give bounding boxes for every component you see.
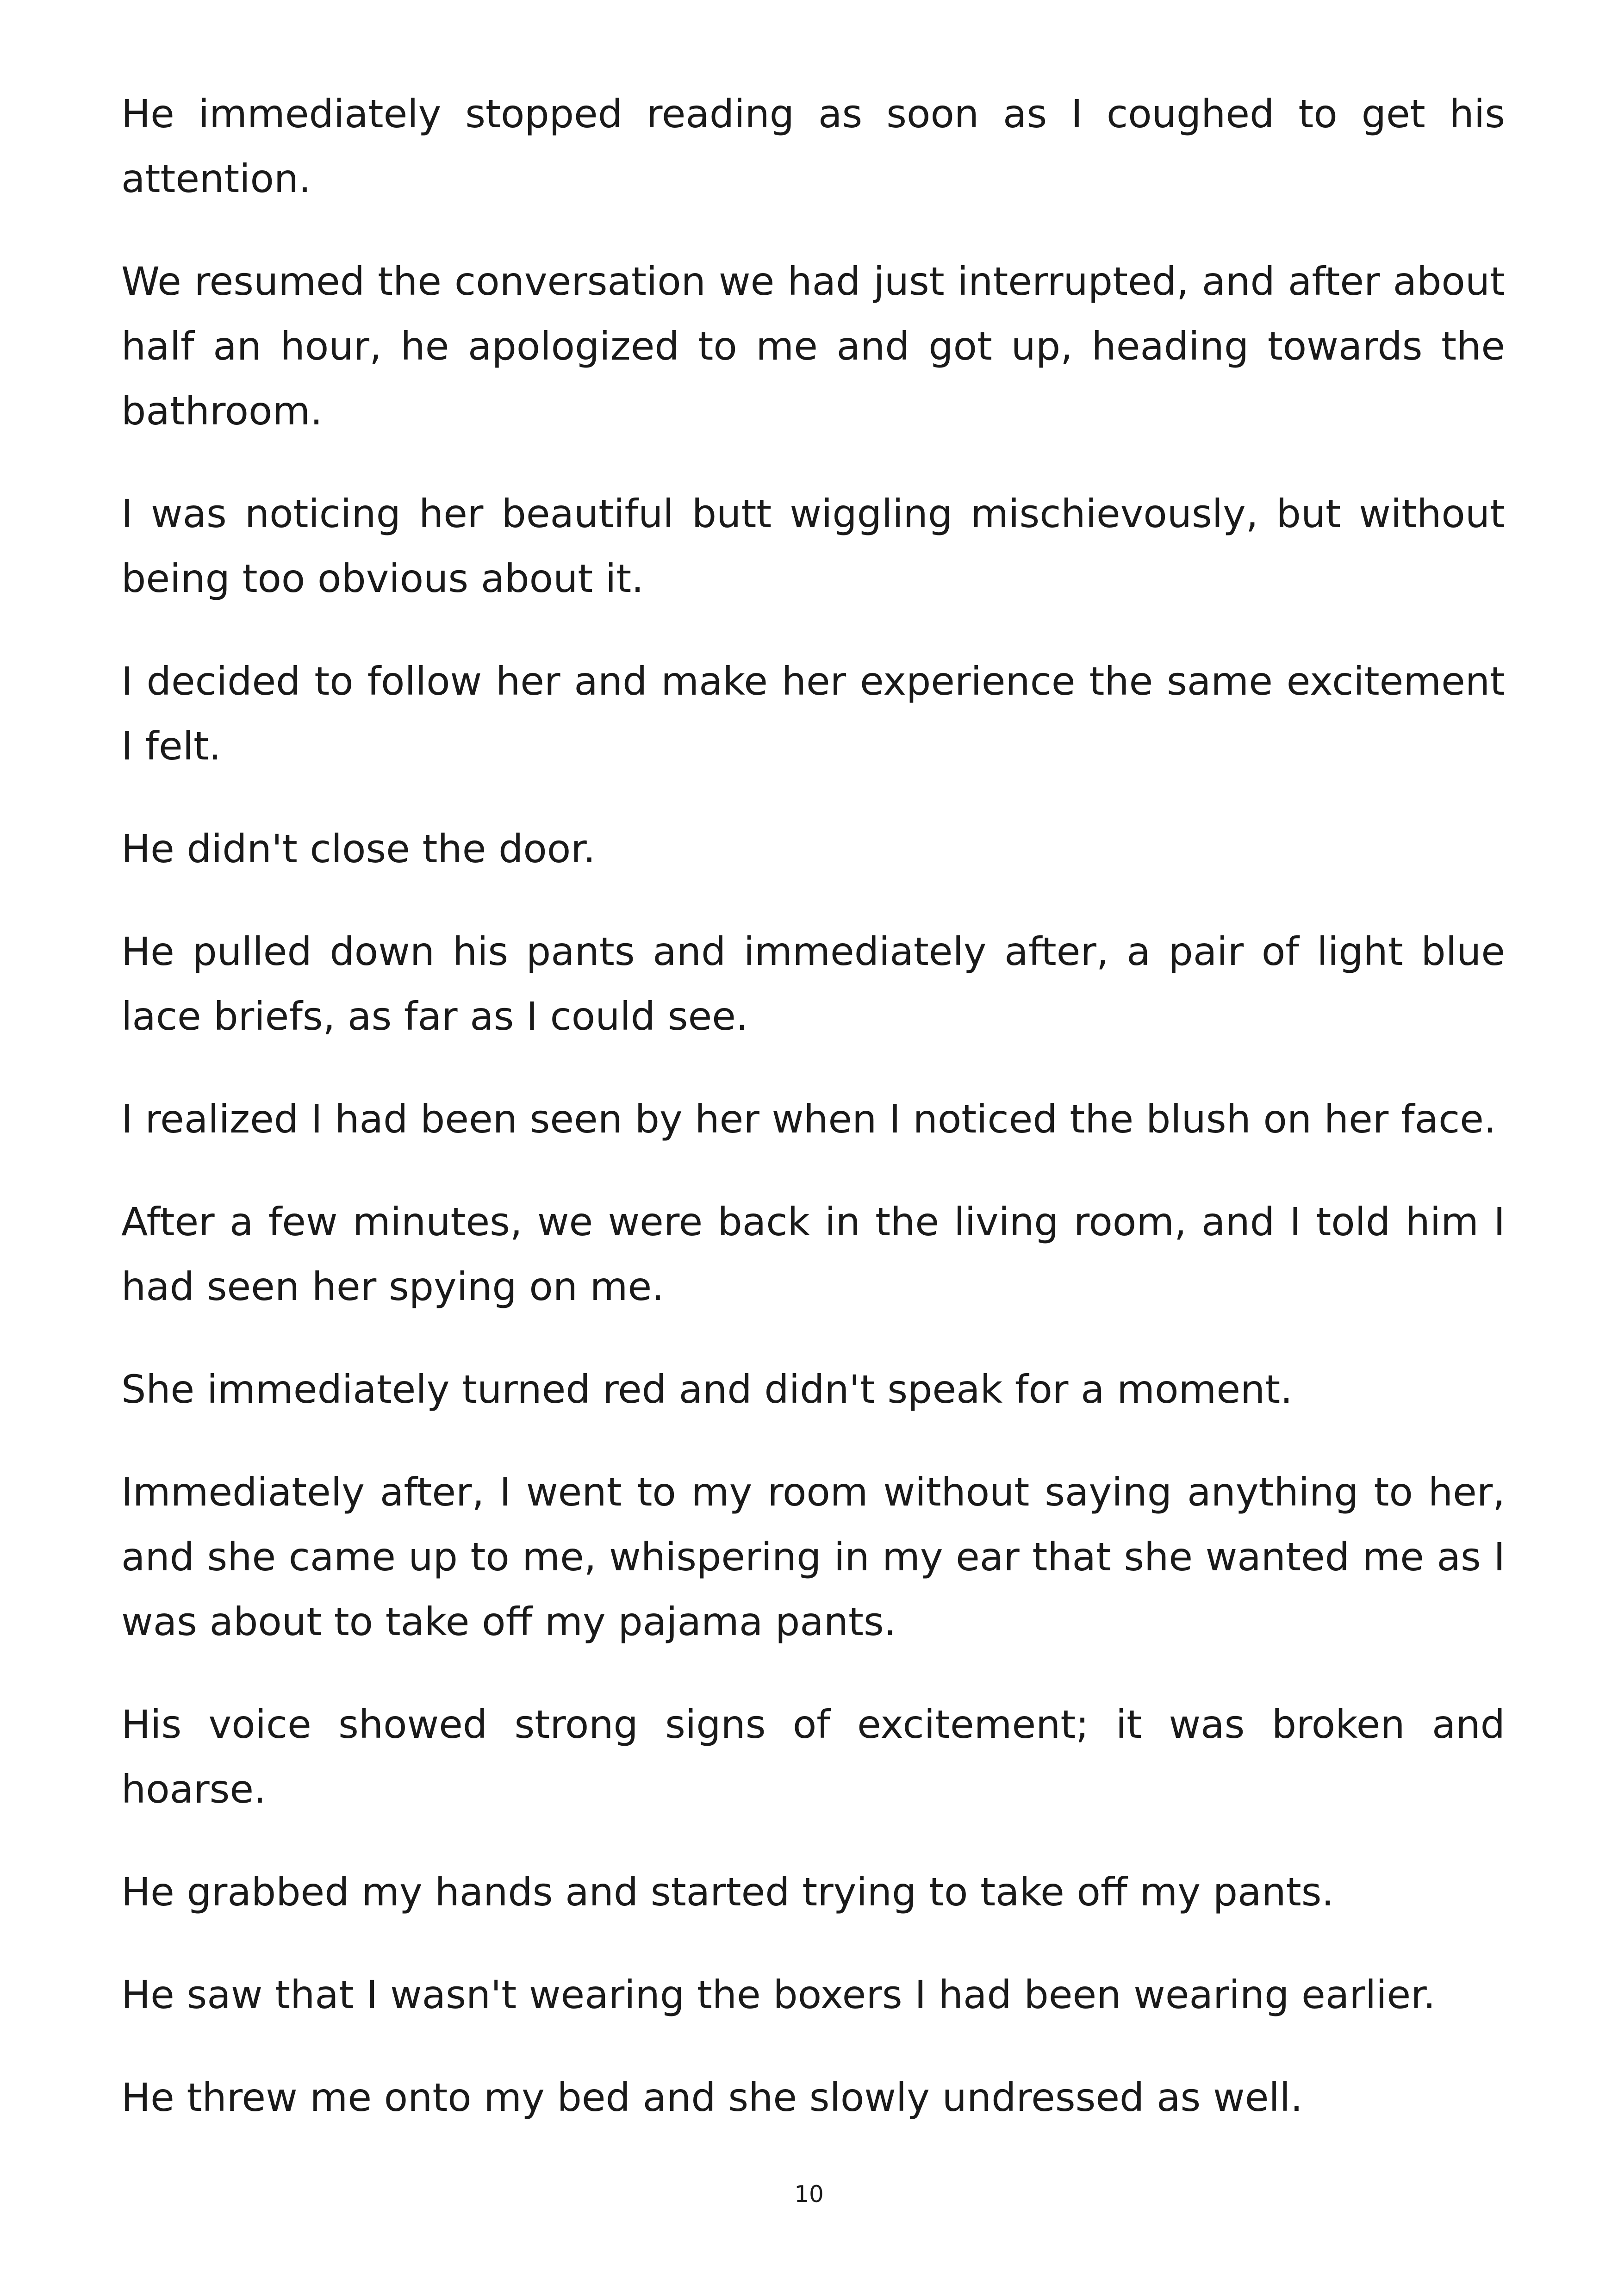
paragraph: He pulled down his pants and immediately after, a pair of light blue lace briefs, as far as I could see. xyxy=(121,929,1505,1039)
paragraph: I was noticing her beautiful butt wiggling mischievously, but without being too obvious about it. xyxy=(121,491,1505,601)
paragraph: He grabbed my hands and started trying to take off my pants. xyxy=(121,1869,1334,1915)
paragraph: Immediately after, I went to my room without saying anything to her, and she came up to me, whispering in my ear that she wanted me as I was about to take off my pajama pants. xyxy=(121,1469,1505,1644)
body-text xyxy=(121,81,1505,2168)
paragraph: After a few minutes, we were back in the living room, and I told him I had seen her spying on me. xyxy=(121,1199,1505,1309)
paragraph: His voice showed strong signs of excitement; it was broken and hoarse. xyxy=(121,1702,1505,1812)
paragraph: He didn't close the door. xyxy=(121,826,596,871)
paragraph: I decided to follow her and make her experience the same excitement I felt. xyxy=(121,659,1505,769)
paragraph: He threw me onto my bed and she slowly undressed as well. xyxy=(121,2075,1303,2120)
paragraph: We resumed the conversation we had just interrupted, and after about half an hour, he apologized to me and got up, heading towards the bathroom. xyxy=(121,259,1505,434)
paragraph: He immediately stopped reading as soon as I coughed to get his attention. xyxy=(121,91,1505,201)
paragraph: I realized I had been seen by her when I noticed the blush on her face. xyxy=(121,1096,1496,1142)
paragraph: He saw that I wasn't wearing the boxers I had been wearing earlier. xyxy=(121,1972,1436,2017)
page-number: 10 xyxy=(794,2181,824,2208)
paragraph: She immediately turned red and didn't speak for a moment. xyxy=(121,1367,1293,1412)
